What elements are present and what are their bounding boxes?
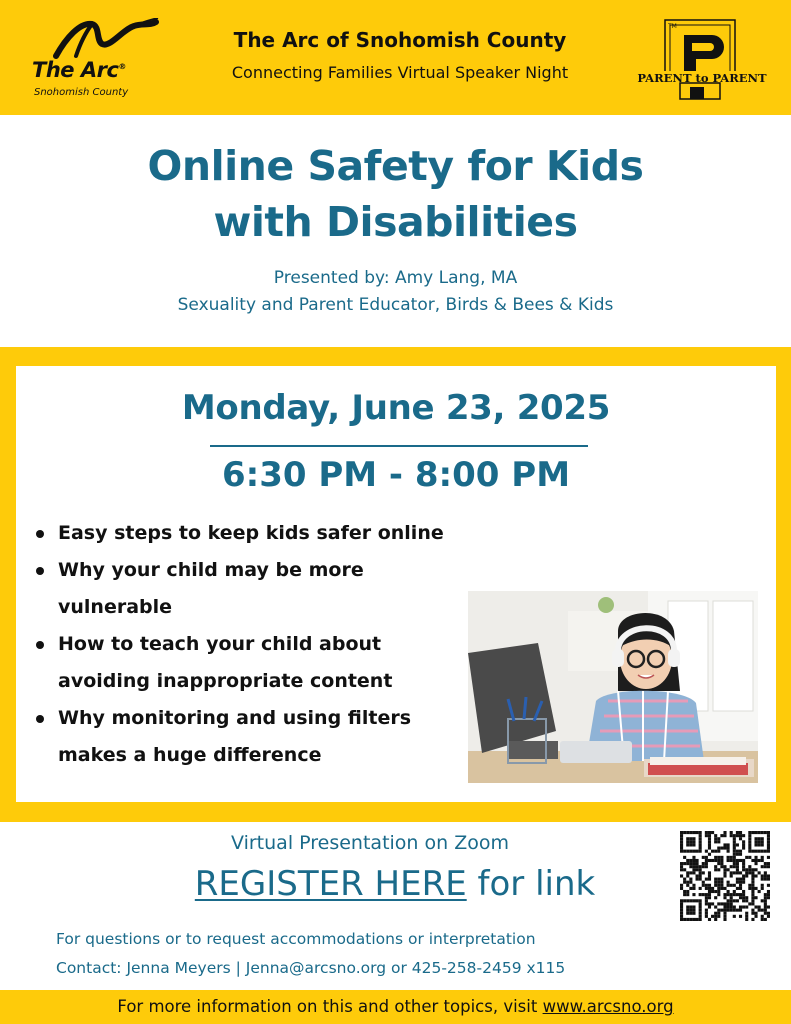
qr-code[interactable] <box>680 831 770 921</box>
contact-info <box>56 925 736 983</box>
girl-with-headphones-icon <box>468 591 758 783</box>
header-band <box>0 0 791 115</box>
arc-swoosh-icon <box>50 18 160 60</box>
register-link[interactable]: REGISTER HERE <box>194 864 467 904</box>
event-title <box>60 138 731 250</box>
qr-code-icon <box>680 831 770 921</box>
p2p-emblem-lower-icon <box>632 17 772 102</box>
event-time: 6:30 PM - 8:00 PM <box>221 455 571 495</box>
event-title-line1: Online Safety for Kids <box>147 142 644 190</box>
arc-logo-county: Snohomish County <box>34 87 129 98</box>
arc-logo-tm: ® <box>118 62 126 71</box>
questions-line: For questions or to request accommodations or interpretation <box>56 930 536 948</box>
website-link[interactable]: www.arcsno.org <box>542 997 674 1016</box>
p2p-logo-text: PARENT to PARENT <box>637 71 767 85</box>
topic-list <box>36 515 476 774</box>
arc-logo[interactable] <box>22 18 162 103</box>
parent-to-parent-logo[interactable] <box>632 17 772 102</box>
girl-laptop-photo <box>468 591 758 783</box>
presenter-role: Sexuality and Parent Educator, Birds & Bees & Kids <box>177 295 614 315</box>
presenter-name: Presented by: Amy Lang, MA <box>273 268 518 288</box>
contact-line[interactable]: Contact: Jenna Meyers | Jenna@arcsno.org or 425-258-2459 x115 <box>56 959 566 977</box>
org-name: The Arc of Snohomish County <box>233 28 567 52</box>
list-item: How to teach your child about avoiding inappropriate content <box>36 626 456 700</box>
footer-band <box>0 990 791 1024</box>
register-line <box>120 864 670 904</box>
date-divider <box>210 445 588 447</box>
presenter-info <box>40 265 751 319</box>
list-item: Easy steps to keep kids safer online <box>36 515 476 552</box>
list-item: Why your child may be more vulnerable <box>36 552 416 626</box>
list-item: Why monitoring and using filters makes a huge difference <box>36 700 456 774</box>
zoom-info: Virtual Presentation on Zoom <box>231 832 509 854</box>
event-series-subtitle: Connecting Families Virtual Speaker Night <box>231 63 569 82</box>
p2p-logo-tm: TM <box>668 23 677 30</box>
event-title-line2: with Disabilities <box>213 198 578 246</box>
register-suffix: for link <box>466 864 596 904</box>
event-date: Monday, June 23, 2025 <box>181 388 611 428</box>
arc-logo-name: The Arc <box>32 58 119 82</box>
footer-text: For more information on this and other topics, visit <box>117 997 543 1016</box>
